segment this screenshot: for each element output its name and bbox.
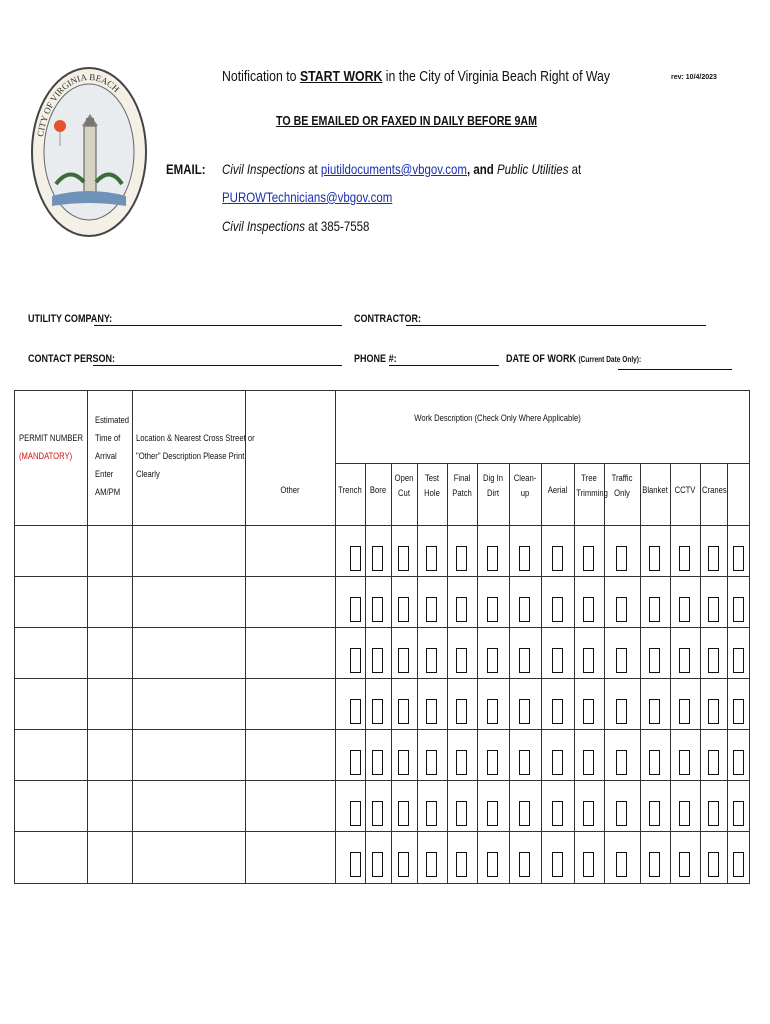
email-line-2 (222, 189, 392, 205)
checkbox[interactable] (519, 699, 530, 724)
checkbox-other[interactable] (350, 597, 361, 622)
checkbox[interactable] (456, 648, 467, 673)
checkbox[interactable] (649, 648, 660, 673)
checkbox[interactable] (679, 852, 690, 877)
checkbox[interactable] (487, 546, 498, 571)
checkbox[interactable] (487, 852, 498, 877)
checkbox[interactable] (426, 750, 437, 775)
checkbox[interactable] (372, 648, 383, 673)
location-header: Location & Nearest Cross Street or (136, 433, 255, 443)
checkbox[interactable] (372, 852, 383, 877)
checkbox[interactable] (552, 801, 563, 826)
checkbox[interactable] (679, 648, 690, 673)
work-table (14, 390, 750, 884)
checkbox[interactable] (552, 750, 563, 775)
checkbox[interactable] (733, 648, 744, 673)
checkbox[interactable] (519, 801, 530, 826)
checkbox[interactable] (487, 648, 498, 673)
checkbox[interactable] (733, 699, 744, 724)
checkbox[interactable] (519, 852, 530, 877)
checkbox[interactable] (733, 801, 744, 826)
phone-field[interactable] (389, 365, 499, 366)
checkbox-other[interactable] (350, 546, 361, 571)
checkbox[interactable] (456, 801, 467, 826)
checkbox[interactable] (708, 648, 719, 673)
eta-header: AM/PM (95, 487, 121, 497)
checkbox[interactable] (487, 750, 498, 775)
checkbox[interactable] (649, 597, 660, 622)
checkbox-other[interactable] (350, 801, 361, 826)
checkbox[interactable] (426, 699, 437, 724)
checkbox[interactable] (456, 852, 467, 877)
checkbox[interactable] (398, 648, 409, 673)
email-link-piutil[interactable]: piutildocuments@vbgov.com (320, 161, 468, 177)
eta-header: Arrival (95, 451, 117, 461)
column-header-clean-up: Clean- up (513, 473, 537, 498)
checkbox[interactable] (456, 597, 467, 622)
checkbox[interactable] (372, 597, 383, 622)
checkbox[interactable] (679, 699, 690, 724)
checkbox[interactable] (616, 546, 627, 571)
checkbox[interactable] (583, 852, 594, 877)
checkbox[interactable] (398, 750, 409, 775)
form-title: Notification to START WORK in the City of Virginia Beach Right of Way (222, 68, 611, 85)
checkbox[interactable] (583, 750, 594, 775)
column-header-cranes: Cranes (702, 485, 727, 495)
checkbox[interactable] (649, 801, 660, 826)
checkbox[interactable] (583, 648, 594, 673)
email-line-3: Civil Inspections at 385-7558 (222, 218, 370, 234)
checkbox[interactable] (519, 648, 530, 673)
form-subtitle: TO BE EMAILED OR FAXED IN DAILY BEFORE 9AM (276, 113, 538, 128)
checkbox[interactable] (616, 648, 627, 673)
checkbox[interactable] (616, 852, 627, 877)
checkbox-other[interactable] (350, 699, 361, 724)
location-header: Clearly (136, 469, 160, 479)
checkbox[interactable] (398, 597, 409, 622)
checkbox[interactable] (398, 852, 409, 877)
checkbox[interactable] (426, 852, 437, 877)
checkbox[interactable] (426, 801, 437, 826)
checkbox[interactable] (708, 699, 719, 724)
column-header-open-cut: Open Cut (394, 473, 414, 498)
checkbox[interactable] (583, 546, 594, 571)
checkbox[interactable] (679, 546, 690, 571)
column-header-traffic-only: Traffic Only (611, 473, 633, 498)
checkbox[interactable] (708, 546, 719, 571)
column-header-tree-trimming: Tree Trimming (576, 473, 608, 498)
checkbox[interactable] (649, 750, 660, 775)
checkbox[interactable] (398, 699, 409, 724)
checkbox[interactable] (679, 597, 690, 622)
checkbox[interactable] (519, 546, 530, 571)
checkbox[interactable] (487, 801, 498, 826)
checkbox-other[interactable] (350, 750, 361, 775)
other-header: Other (280, 485, 300, 495)
checkbox[interactable] (552, 597, 563, 622)
checkbox[interactable] (616, 750, 627, 775)
checkbox[interactable] (487, 597, 498, 622)
checkbox[interactable] (372, 801, 383, 826)
checkbox[interactable] (552, 852, 563, 877)
checkbox[interactable] (616, 699, 627, 724)
checkbox[interactable] (708, 801, 719, 826)
location-header: "Other" Description Please Print (136, 451, 245, 461)
checkbox[interactable] (552, 648, 563, 673)
utility-company-field[interactable] (94, 325, 342, 326)
checkbox[interactable] (426, 648, 437, 673)
column-header-test-hole: Test Hole (424, 473, 440, 498)
contact-person-label: CONTACT PERSON: (28, 353, 116, 365)
checkbox[interactable] (372, 546, 383, 571)
permit-number-header: PERMIT NUMBER (19, 433, 84, 443)
checkbox[interactable] (372, 750, 383, 775)
phone-label: PHONE #: (354, 353, 397, 365)
checkbox[interactable] (583, 801, 594, 826)
work-description-header: Work Description (Check Only Where Applicable) (414, 413, 581, 423)
date-of-work-field[interactable] (618, 369, 732, 370)
email-link-purow[interactable]: PUROWTechnicians@vbgov.com (222, 189, 393, 205)
checkbox[interactable] (679, 750, 690, 775)
checkbox[interactable] (708, 750, 719, 775)
checkbox[interactable] (708, 852, 719, 877)
checkbox[interactable] (426, 597, 437, 622)
checkbox[interactable] (733, 852, 744, 877)
utility-company-label: UTILITY COMPANY: (28, 313, 113, 325)
checkbox[interactable] (708, 597, 719, 622)
svg-text:CITY OF VIRGINIA BEACH: CITY OF VIRGINIA BEACH (35, 71, 122, 138)
checkbox[interactable] (426, 546, 437, 571)
checkbox[interactable] (616, 801, 627, 826)
checkbox[interactable] (649, 699, 660, 724)
checkbox[interactable] (679, 801, 690, 826)
checkbox[interactable] (616, 597, 627, 622)
eta-header: Estimated (95, 415, 130, 425)
contractor-label: CONTRACTOR: (354, 313, 421, 325)
checkbox[interactable] (552, 546, 563, 571)
column-header-bore: Bore (369, 485, 387, 495)
checkbox[interactable] (487, 699, 498, 724)
checkbox[interactable] (733, 597, 744, 622)
column-header-aerial: Aerial (547, 485, 568, 495)
checkbox[interactable] (649, 546, 660, 571)
mandatory-note: (MANDATORY) (19, 451, 73, 461)
checkbox[interactable] (519, 750, 530, 775)
city-seal-icon (30, 66, 148, 238)
column-header-cctv: CCTV (674, 485, 696, 495)
checkbox[interactable] (583, 699, 594, 724)
date-of-work-label: DATE OF WORK (Current Date Only): (506, 353, 642, 365)
contact-person-field[interactable] (93, 365, 342, 366)
eta-header: Time of (95, 433, 121, 443)
column-header-final-patch: Final Patch (452, 473, 472, 498)
checkbox[interactable] (398, 546, 409, 571)
checkbox[interactable] (519, 597, 530, 622)
email-line-1: Civil Inspections at piutildocuments@vbgov.com, and Public Utilities at (222, 161, 582, 177)
checkbox[interactable] (456, 546, 467, 571)
contractor-field[interactable] (406, 325, 706, 326)
checkbox[interactable] (583, 597, 594, 622)
checkbox[interactable] (456, 750, 467, 775)
checkbox[interactable] (733, 750, 744, 775)
checkbox[interactable] (456, 699, 467, 724)
checkbox[interactable] (552, 699, 563, 724)
email-label: EMAIL: (166, 161, 206, 177)
checkbox[interactable] (649, 852, 660, 877)
checkbox[interactable] (372, 699, 383, 724)
checkbox[interactable] (733, 546, 744, 571)
revision-date: rev: 10/4/2023 (671, 74, 717, 81)
checkbox-other[interactable] (350, 648, 361, 673)
column-header-trench: Trench (338, 485, 362, 495)
eta-header: Enter (95, 469, 114, 479)
checkbox[interactable] (398, 801, 409, 826)
checkbox-other[interactable] (350, 852, 361, 877)
column-header-blanket: Blanket (642, 485, 668, 495)
column-header-dig-in-dirt: Dig In Dirt (482, 473, 503, 498)
